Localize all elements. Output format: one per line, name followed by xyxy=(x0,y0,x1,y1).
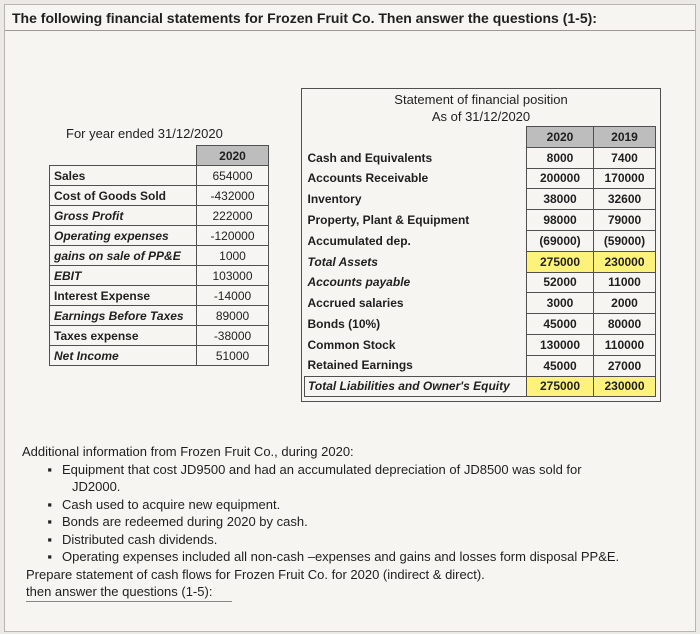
income-row-value: 1000 xyxy=(197,246,269,266)
income-row-value: 51000 xyxy=(197,346,269,366)
bullet-item xyxy=(22,496,682,514)
income-row-label: Sales xyxy=(50,166,197,186)
final-instruction: then answer the questions (1-5): xyxy=(26,583,232,602)
bullet-continuation: JD2000. xyxy=(72,479,121,494)
income-row xyxy=(50,346,269,366)
balance-sheet-subtitle: As of 31/12/2020 xyxy=(431,109,531,124)
balance-row-label: Total Liabilities and Owner's Equity xyxy=(305,376,527,397)
income-row-label: Operating expenses xyxy=(50,226,197,246)
bullet-marker: ▪ xyxy=(47,496,52,512)
income-row-label: EBIT xyxy=(50,266,197,286)
bullet-marker: ▪ xyxy=(47,514,52,529)
bullet-marker: ▪ xyxy=(47,461,52,477)
income-row xyxy=(50,166,269,186)
income-row-label: Earnings Before Taxes xyxy=(50,306,197,326)
income-row-value: -120000 xyxy=(197,226,269,246)
balance-row xyxy=(305,147,656,168)
income-statement-table xyxy=(49,145,269,366)
income-statement-title: For year ended 31/12/2020 xyxy=(66,126,223,141)
income-row-value: -38000 xyxy=(197,326,269,346)
balance-value-2019: (59000) xyxy=(594,230,656,251)
balance-value-2019: 32600 xyxy=(594,189,656,210)
balance-value-2019: 230000 xyxy=(594,251,656,272)
balance-year-2020: 2020 xyxy=(527,127,594,148)
document-page xyxy=(4,4,696,632)
income-row xyxy=(50,206,269,226)
balance-value-2020: 52000 xyxy=(527,272,594,293)
balance-row xyxy=(305,189,656,210)
income-row-value: -432000 xyxy=(197,186,269,206)
balance-row xyxy=(305,334,656,355)
income-row xyxy=(50,326,269,346)
balance-row xyxy=(305,314,656,335)
balance-row xyxy=(305,355,656,376)
balance-value-2019: 27000 xyxy=(594,355,656,376)
bullet-item xyxy=(22,513,682,531)
balance-row-label: Inventory xyxy=(307,192,362,207)
income-year: 2020 xyxy=(197,146,269,166)
balance-value-2020: 98000 xyxy=(527,210,594,231)
balance-row-label: Bonds (10%) xyxy=(307,317,381,332)
balance-value-2020: 275000 xyxy=(527,251,594,272)
income-year-row xyxy=(50,146,269,166)
balance-row-label: Cash and Equivalents xyxy=(307,150,433,165)
balance-row xyxy=(305,376,656,397)
balance-value-2020: 45000 xyxy=(527,314,594,335)
balance-value-2020: 275000 xyxy=(527,376,594,397)
balance-row-label: Accounts payable xyxy=(307,275,411,290)
balance-value-2020: 45000 xyxy=(527,355,594,376)
bullet-text: Equipment that cost JD9500 and had an accumulated depreciation of JD8500 was sold for xyxy=(62,461,582,477)
balance-sheet xyxy=(301,88,661,402)
income-row-label: gains on sale of PP&E xyxy=(50,246,197,266)
balance-row-label: Accumulated dep. xyxy=(307,233,411,248)
additional-intro: Additional information from Frozen Fruit Co., during 2020: xyxy=(22,444,354,459)
balance-row-label: Retained Earnings xyxy=(307,358,413,373)
balance-value-2020: 38000 xyxy=(527,189,594,210)
bullet-text: Cash used to acquire new equipment. xyxy=(62,496,281,512)
balance-row-label: Accounts Receivable xyxy=(307,171,429,186)
balance-value-2020: 200000 xyxy=(527,168,594,189)
income-row-label: Gross Profit xyxy=(50,206,197,226)
bullet-text: Operating expenses included all non-cash –expenses and gains and losses form disposal PP&E. xyxy=(62,549,620,564)
income-row-label: Taxes expense xyxy=(50,326,197,346)
page-title: The following financial statements for Frozen Fruit Co. Then answer the questions (1-5): xyxy=(5,5,695,31)
income-row xyxy=(50,246,269,266)
income-row-value: 103000 xyxy=(197,266,269,286)
bullet-item xyxy=(22,461,682,479)
balance-row xyxy=(305,251,656,272)
bullet-text: Bonds are redeemed during 2020 by cash. xyxy=(62,514,308,529)
income-row-label: Interest Expense xyxy=(50,286,197,306)
income-row xyxy=(50,186,269,206)
balance-value-2020: 3000 xyxy=(527,293,594,314)
bullet-item xyxy=(22,531,682,549)
balance-value-2020: 8000 xyxy=(527,147,594,168)
balance-row xyxy=(305,293,656,314)
balance-value-2019: 7400 xyxy=(594,147,656,168)
income-row-value: 654000 xyxy=(197,166,269,186)
bullet-marker: ▪ xyxy=(47,531,52,547)
balance-row-label: Accrued salaries xyxy=(307,296,404,311)
balance-value-2019: 79000 xyxy=(594,210,656,231)
additional-information xyxy=(22,443,682,602)
income-row xyxy=(50,286,269,306)
balance-value-2019: 110000 xyxy=(594,334,656,355)
income-row-label: Cost of Goods Sold xyxy=(50,186,197,206)
balance-row-label: Total Assets xyxy=(307,254,378,269)
balance-value-2020: 130000 xyxy=(527,334,594,355)
balance-value-2019: 11000 xyxy=(594,272,656,293)
income-row xyxy=(50,226,269,246)
income-row-value: 222000 xyxy=(197,206,269,226)
balance-row xyxy=(305,210,656,231)
balance-row-label: Common Stock xyxy=(307,337,396,352)
balance-value-2020: (69000) xyxy=(527,230,594,251)
balance-sheet-table xyxy=(304,126,656,397)
balance-row xyxy=(305,168,656,189)
income-row-value: -14000 xyxy=(197,286,269,306)
balance-row xyxy=(305,230,656,251)
income-row xyxy=(50,306,269,326)
prepare-instruction: Prepare statement of cash flows for Frozen Fruit Co. for 2020 (indirect & direct). xyxy=(26,566,485,582)
income-row-value: 89000 xyxy=(197,306,269,326)
balance-row-label: Property, Plant & Equipment xyxy=(307,213,470,228)
balance-value-2019: 170000 xyxy=(594,168,656,189)
balance-sheet-title: Statement of financial position xyxy=(394,92,568,107)
balance-value-2019: 230000 xyxy=(594,376,656,397)
bullet-marker: ▪ xyxy=(47,549,52,564)
balance-value-2019: 2000 xyxy=(594,293,656,314)
balance-row xyxy=(305,272,656,293)
bullet-item xyxy=(22,548,682,566)
bullet-text: Distributed cash dividends. xyxy=(62,531,218,547)
income-row-label: Net Income xyxy=(50,346,197,366)
balance-value-2019: 80000 xyxy=(594,314,656,335)
income-row xyxy=(50,266,269,286)
balance-year-row xyxy=(305,127,656,148)
balance-year-2019: 2019 xyxy=(594,127,656,148)
